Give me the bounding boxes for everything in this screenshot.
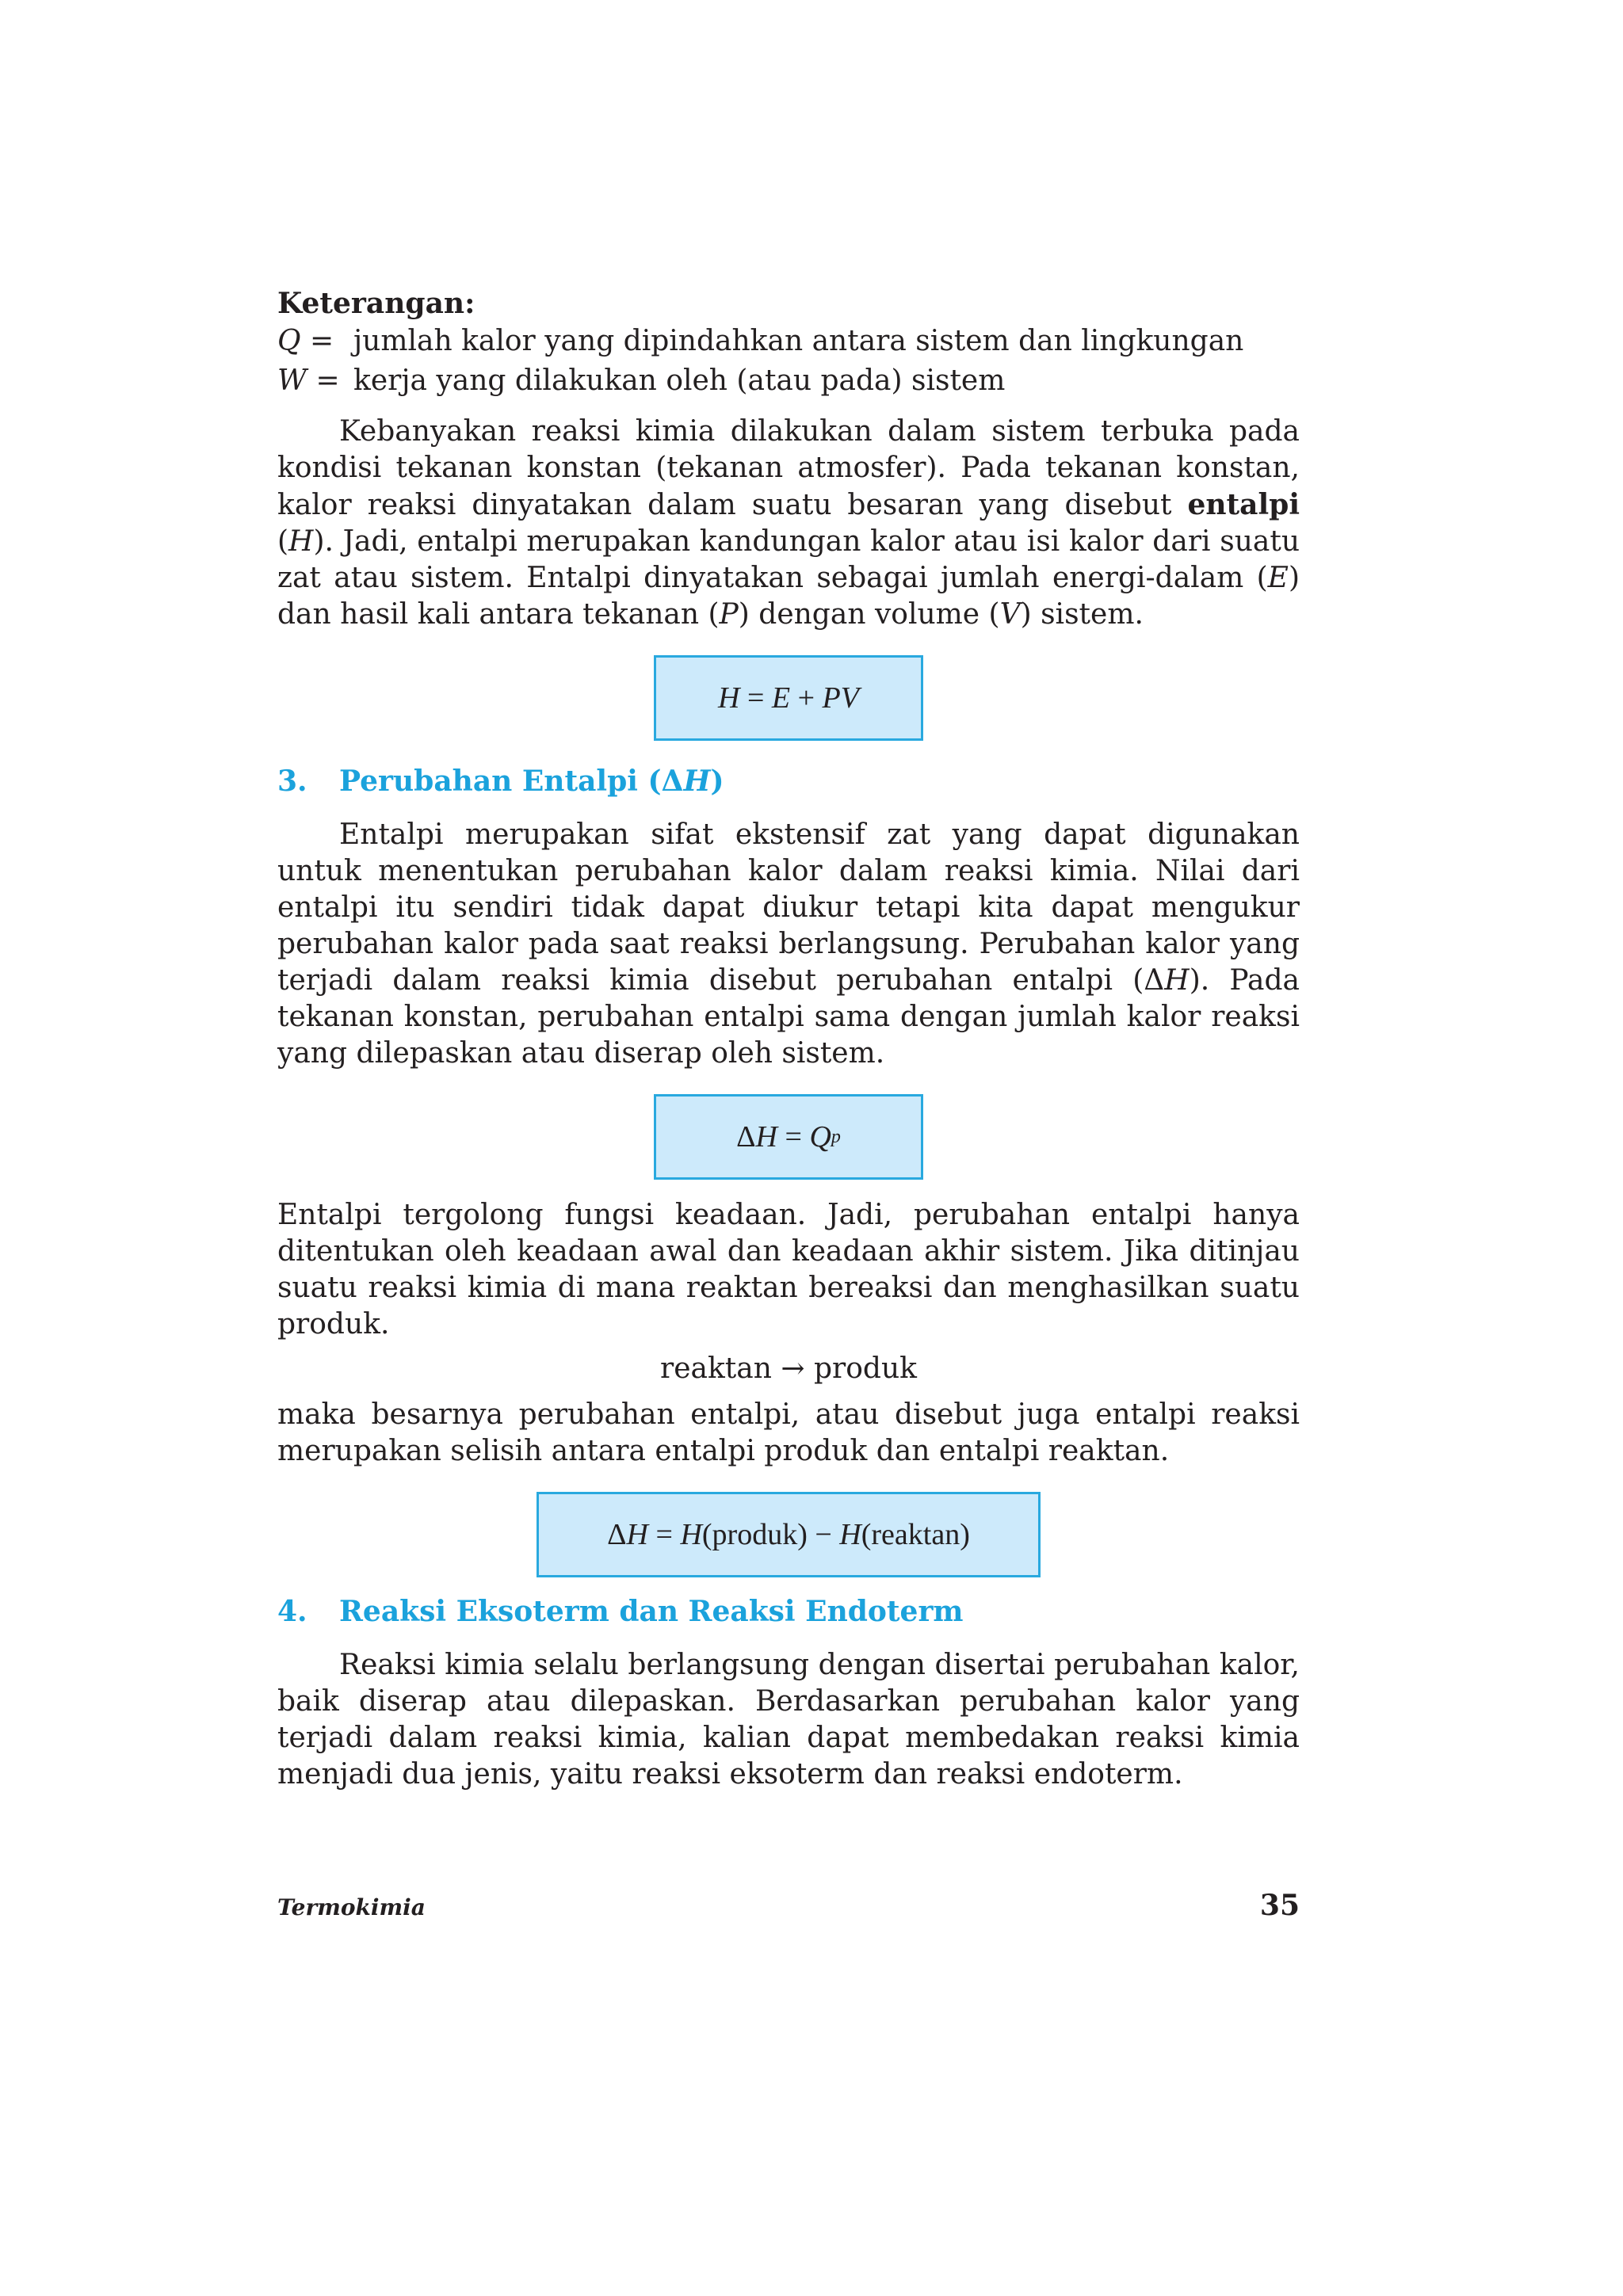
paragraph-fungsi-keadaan: Entalpi tergolong fungsi keadaan. Jadi, perubahan entalpi hanya ditentukan oleh keadaan awal dan keadaan akhir sistem. Jika ditinjau suatu reaksi kimia di mana reaktan bereaksi dan menghasilkan suatu produk. <box>277 1199 1300 1341</box>
paragraph-eksoterm-endoterm: Reaksi kimia selalu berlangsung dengan disertai perubahan kalor, baik diserap atau dilepaskan. Berdasarkan perubahan kalor yang terjadi dalam reaksi kimia, kalian dapat membedakan reaksi kimia menjadi dua jenis, yaitu reaksi eksoterm dan reaksi endoterm. <box>277 1649 1300 1791</box>
section-4-heading: 4. Reaksi Eksoterm dan Reaksi Endoterm <box>277 1595 964 1628</box>
section-3-heading: 3. Perubahan Entalpi (ΔH) <box>277 765 724 798</box>
reaction-equation: reaktan → produk <box>660 1352 917 1385</box>
keterangan-block <box>277 285 1300 401</box>
paragraph-perubahan-entalpi: Entalpi merupakan sifat ekstensif zat yang dapat digunakan untuk menentukan perubahan kalor dalam reaksi kimia. Nilai dari entalpi itu sendiri tidak dapat diukur tetapi kita dapat mengukur perubahan kalor pada saat reaksi berlangsung. Perubahan kalor yang terjadi dalam reaksi kimia disebut perubahan entalpi (ΔH). Pada tekanan konstan, perubahan entalpi sama dengan jumlah kalor reaksi yang dilepaskan atau diserap oleh sistem. <box>277 818 1300 1070</box>
symbol-w: W <box>277 364 307 397</box>
page-content <box>277 285 1300 1793</box>
arrow-icon: → <box>781 1352 805 1385</box>
formula-box-delta-h-difference: Δ H = H (produk) − H (reaktan) <box>537 1492 1041 1577</box>
formula-box-enthalpy: H = E + PV <box>654 655 923 741</box>
term-entalpi: entalpi <box>1187 488 1300 521</box>
page-footer <box>277 1889 1300 1922</box>
definition-q: Q = jumlah kalor yang dipindahkan antara sistem dan lingkungan <box>277 322 1300 361</box>
running-title: Termokimia <box>277 1894 426 1920</box>
page-number: 35 <box>1259 1889 1300 1922</box>
keterangan-title: Keterangan: <box>277 287 475 320</box>
definition-w: W = kerja yang dilakukan oleh (atau pada) sistem <box>277 361 1300 401</box>
section-4-title: Reaksi Eksoterm dan Reaksi Endoterm <box>339 1595 964 1628</box>
symbol-q: Q <box>277 325 301 357</box>
paragraph-entalpi: Kebanyakan reaksi kimia dilakukan dalam sistem terbuka pada kondisi tekanan konstan (tekanan atmosfer). Pada tekanan konstan, kalor reaksi dinyatakan dalam suatu besaran yang disebut entalpi (H). Jadi, entalpi merupakan kandungan kalor atau isi kalor dari suatu zat atau sistem. Entalpi dinyatakan sebagai jumlah energi-dalam (E) dan hasil kali antara tekanan (P) dengan volume (V) sistem. <box>277 415 1300 631</box>
formula-box-delta-h-qp: Δ H = Q p <box>654 1094 923 1180</box>
definition-q-text: jumlah kalor yang dipindahkan antara sistem dan lingkungan <box>353 325 1244 357</box>
paragraph-entalpi-reaksi: maka besarnya perubahan entalpi, atau disebut juga entalpi reaksi merupakan selisih antara entalpi produk dan entalpi reaktan. <box>277 1398 1300 1467</box>
definition-w-text: kerja yang dilakukan oleh (atau pada) sistem <box>353 364 1006 397</box>
section-3-title: Perubahan Entalpi (ΔH) <box>339 765 724 798</box>
